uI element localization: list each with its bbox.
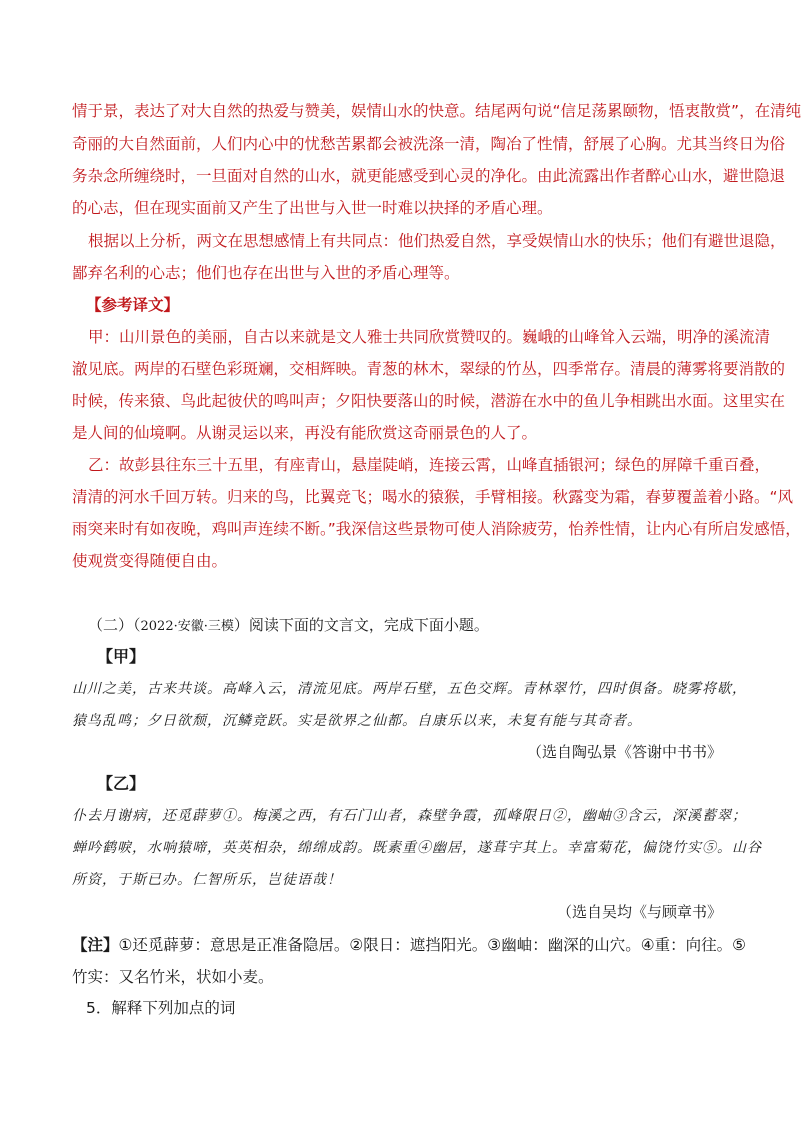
translation-yi-line-3: 雨突来时有如夜晚，鸡叫声连续不断。”我深信这些景物可使人消除疲劳，怡养性情，让内心有所启发感悟， [72,520,801,538]
summary-line-2: 鄙弃名利的心志；他们也存在出世与入世的矛盾心理等。 [72,264,460,282]
question-source: 2022·安徽·三模 [140,619,234,634]
jia-source: （选自陶弘景《答谢中书书》 [526,743,722,761]
translation-jia-line-4: 是人间的仙境啊。从谢灵运以来，再没有能欣赏这奇丽景色的人了。 [72,424,538,442]
translation-yi-line-1: 乙：故彭县往东三十五里，有座青山，悬崖陡峭，连接云霄，山峰直插银河；绿色的屏障千重百叠， [88,456,771,474]
yi-text-line-3: 所资，于斯已办。仁智所乐，岂徒语哉！ [72,872,342,888]
jia-text-line-1: 山川之美，古来共谈。高峰入云，清流见底。两岸石壁，五色交辉。青林翠竹，四时俱备。晓雾将歇， [72,681,747,697]
analysis-line-2: 奇丽的大自然面前，人们内心中的忧愁苦累都会被洗涤一清，陶冶了性情，舒展了心胸。尤其当终日为俗 [72,135,786,153]
yi-tag: 【乙】 [97,774,146,793]
yi-text-line-2: 蝉吟鹤唳，水响猿啼，英英相杂，绵绵成韵。既素重④幽居，遂葺宇其上。幸富菊花，偏饶竹实⑤。山谷 [72,840,762,856]
summary-line-1: 根据以上分析，两文在思想感情上有共同点：他们热爱自然，享受娱情山水的快乐；他们有避世退隐， [88,232,786,250]
jia-tag: 【甲】 [97,647,146,666]
notes-text-1: ①还觅薜萝：意思是正准备隐居。②限日：遮挡阳光。③幽岫：幽深的山穴。④重：向往。⑤ [118,936,746,954]
question-suffix: ）阅读下面的文言文，完成下面小题。 [233,616,489,634]
analysis-line-1: 情于景，表达了对大自然的热爱与赞美，娱情山水的快意。结尾两句说“信足荡累颐物，悟衷散赏”，在清纯 [72,102,801,120]
question-prefix: （二）（ [88,616,141,634]
yi-source: （选自吴均《与顾章书》 [556,903,722,921]
translation-yi-line-2: 清清的河水千回万转。归来的鸟，比翼竞飞；喝水的猿猴，手臂相接。秋露变为霜，春萝覆盖着小路。“风 [72,488,794,506]
translation-jia-line-3: 时候，传来猿、鸟此起彼伏的鸣叫声；夕阳快要落山的时候，潜游在水中的鱼儿争相跳出水面。这里实在 [72,392,786,410]
task-question: 5．解释下列加点的词 [86,999,236,1017]
notes-line-2: 竹实：又名竹米，状如小麦。 [72,968,274,986]
analysis-line-4: 的心志，但在现实面前又产生了出世与入世一时难以抉择的矛盾心理。 [72,199,553,217]
translation-yi-line-4: 使观赏变得随便自由。 [72,552,228,570]
analysis-line-3: 务杂念所缠绕时，一旦面对自然的山水，就更能感受到心灵的净化。由此流露出作者醉心山水，避世隐退 [72,167,786,185]
question-header [88,615,489,637]
notes-label: 【注】 [72,936,119,954]
translation-title: 【参考译文】 [86,296,180,314]
jia-text-line-2: 猿鸟乱鸣；夕日欲颓，沉鳞竞跃。实是欲界之仙都。自康乐以来，未复有能与其奇者。 [72,713,642,729]
translation-jia-line-1: 甲：山川景色的美丽，自古以来就是文人雅士共同欣赏赞叹的。巍峨的山峰耸入云端，明净的溪流清 [88,328,771,346]
translation-jia-line-2: 澈见底。两岸的石壁色彩斑斓，交相辉映。青葱的林木，翠绿的竹丛，四季常存。清晨的薄雾将要消散的 [72,360,786,378]
notes-line-1 [72,935,746,955]
yi-text-line-1: 仆去月谢病，还觅薜萝①。梅溪之西，有石门山者，森壁争霞，孤峰限日②，幽岫③含云，深溪蓄翠； [72,808,747,824]
